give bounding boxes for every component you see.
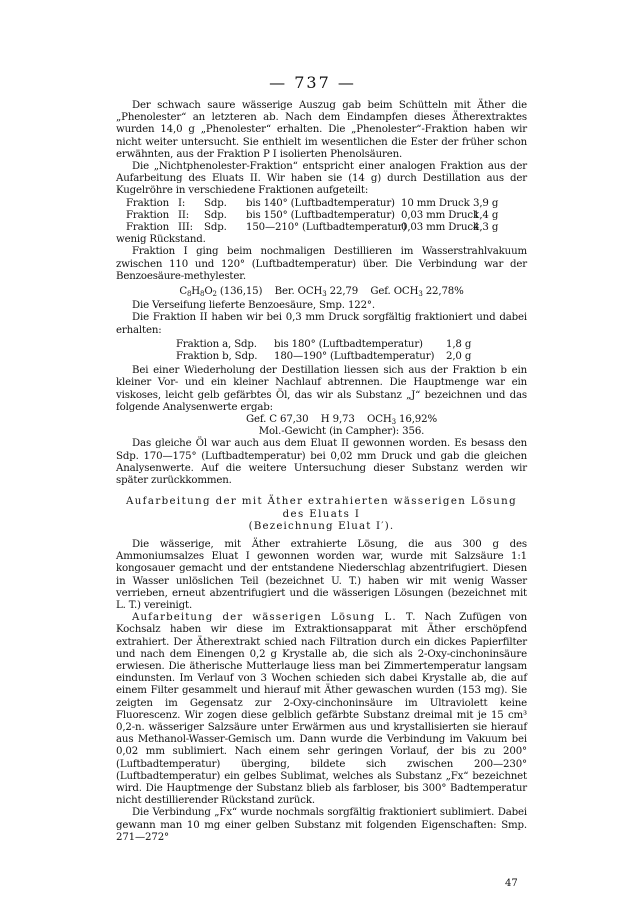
paragraph-waesserige: Die wässerige, mit Äther extrahierte Lösung, die aus 300 g des Ammoniumsalzes Eluat I gewonnen worden war, wurde mit Salzsäure 1:1 kongosauer gemacht und der entstandene Niederschlag abzentrifugiert. Diesen in Wasser unlöslichen Teil (bezeichnet U. T.) haben wir mit wenig Wasser verrieben, erneut abzentrifugiert und die wässerigen Lösungen (bezeichnet mit L. T.) vereinigt.	[116, 538, 527, 611]
subfraction-range: 180—190° (Luftbadtemperatur)	[274, 351, 435, 363]
paragraph-aufarbeitung-lt	[116, 612, 527, 807]
fraction-name: Fraktion	[126, 209, 170, 221]
fraction-row	[116, 222, 527, 234]
page-number: — 737 —	[269, 73, 356, 92]
subfraction-label: Fraktion b, Sdp.	[176, 351, 258, 363]
analysis-line	[116, 414, 527, 426]
formula-c: C	[179, 286, 187, 298]
fraction-table	[116, 198, 527, 235]
paragraph-run-in-heading: Aufarbeitung der wässerigen Lösung L. T.	[132, 612, 417, 624]
paragraph-verseifung: Die Verseifung lieferte Benzoesäure, Smp. 122°.	[132, 300, 375, 312]
fraction-row	[116, 210, 527, 222]
paragraph-nichtphenolester: Die „Nichtphenolester-Fraktion“ entspricht einer analogen Fraktion aus der Aufarbeitung des Eluats II. Wir haben sie (14 g) durch Destillation aus der Kugelröhre in verschiedene Fraktionen aufgeteilt:	[116, 161, 527, 197]
molweight-line: Mol.-Gewicht (in Campher): 356.	[258, 426, 425, 438]
paragraph-fraktion-1: Fraktion I ging beim nochmaligen Destillieren im Wasserstrahlvakuum zwischen 110 und 120° (Luftbadtemperatur) über. Die Verbindung war der Benzoesäure-methylester.	[116, 246, 527, 282]
fraction-range: bis 150° (Luftbadtemperatur)	[246, 209, 395, 221]
fraction-mass: 3,9 g	[473, 197, 499, 209]
formula-o-sub: 2	[212, 290, 217, 299]
subfraction-mass: 1,8 g	[446, 338, 472, 350]
formula-sub-2: 3	[418, 290, 423, 299]
subfraction-row	[176, 351, 527, 363]
subfraction-range: bis 180° (Luftbadtemperatur)	[274, 338, 423, 350]
subfraction-mass: 2,0 g	[446, 351, 472, 363]
fraction-sdp: Sdp.	[204, 197, 227, 209]
formula-h: H	[191, 286, 201, 298]
fraction-num: I:	[178, 197, 186, 209]
analysis-end: 16,92%	[395, 414, 437, 426]
paragraph-fx: Die Verbindung „Fx“ wurde nochmals sorgfältig fraktioniert sublimiert. Dabei gewann man 10 mg einer gelben Substanz mit folgenden Eigenschaften: Smp. 271—272°	[116, 807, 527, 843]
formula-h-sub: 8	[200, 290, 205, 299]
subfraction-row	[176, 339, 527, 351]
fraction-row	[116, 198, 527, 210]
paragraph-fraktion-2: Die Fraktion II haben wir bei 0,3 mm Druck sorgfältig fraktioniert und dabei erhalten:	[116, 312, 527, 336]
paragraph-phenolester: Der schwach saure wässerige Auszug gab beim Schütteln mit Äther die „Phenolester“ an letzteren ab. Nach dem Eindampfen dieses Ätherextraktes wurden 14,0 g „Phenolester“ erhalten. Die „Phenolester“-Fraktion haben wir nicht weiter untersucht. Sie enthielt im wesentlichen die Ester der früher schon erwähnten, aus der Fraktion P I isolierten Phenolsäuren.	[116, 100, 527, 160]
fraction-sdp: Sdp.	[204, 222, 227, 234]
section-subheading: (Bezeichnung Eluat I′).	[248, 520, 395, 532]
paragraph-wiederholung: Bei einer Wiederholung der Destillation liessen sich aus der Fraktion b ein kleiner Vor- und ein kleiner Nachlauf abtrennen. Die Hauptmenge war ein viskoses, leicht gelb gefärbtes Öl, das wir als Substanz „J“ bezeichnen und das folgende Analysenwerte ergab:	[116, 365, 527, 413]
fraction-range: 150—210° (Luftbadtemperatur)	[246, 222, 407, 234]
fraction-sdp: Sdp.	[204, 209, 227, 221]
fraction-range: bis 140° (Luftbadtemperatur)	[246, 197, 395, 209]
paragraph-eluat-2: Das gleiche Öl war auch aus dem Eluat II gewonnen worden. Es besass den Sdp. 170—175° (Luftbadtemperatur) bei 0,02 mm Druck und gab die gleichen Analysenwerte. Auf die weitere Untersuchung dieser Substanz werden wir später zurückkommen.	[116, 438, 527, 487]
fraction-num: III:	[178, 222, 193, 234]
formula-o: O	[204, 286, 213, 298]
fraction-mass: 4,3 g	[473, 222, 499, 234]
residue-line: wenig Rückstand.	[116, 234, 206, 246]
subfraction-label: Fraktion a, Sdp.	[176, 338, 257, 350]
analysis-values: Gef. C 67,30 H 9,73 OCH	[245, 414, 392, 426]
paragraph-aufarbeitung-text: Nach Zufügen von Kochsalz haben wir diese im Extraktionsapparat mit Äther erschöpfend extrahiert. Der Ätherextrakt schied nach Filtration durch ein dickes Papierfilter und nach dem Einengen 0,2 g Krystalle ab, die sich als 2-Oxy-cinchoninsäure erwiesen. Die ätherische Mutterlauge liess man bei Zimmertemperatur langsam eindunsten. Im Verlauf von 3 Wochen schieden sich dabei Krystalle ab, die auf einem Filter gesammelt und hierauf mit Äther gewaschen wurden (153 mg). Sie zeigten im Gegensatz zur 2-Oxy-cinchoninsäure im Ultraviolett keine Fluorescenz. Wir zogen diese gelblich gefärbte Substanz dreimal mit je 15 cm³ 0,2-n. wässeriger Salzsäure unter Erwärmen aus und krystallisierten sie hierauf aus Methanol-Wasser-Gemisch um. Dann wurde die Verbindung im Vakuum bei 0,02 mm sublimiert. Nach einem sehr geringen Vorlauf, der bis zu 200° (Luftbadtemperatur) überging, bildete sich zwischen 200—230° (Luftbadtemperatur) ein gelbes Sublimat, welches als Substanz „Fx“ bezeichnet wird. Die Hauptmenge der Substanz blieb als farbloser, bis 300° Badtemperatur nicht destillierender Rückstand zurück.	[116, 612, 528, 807]
analysis-sub: 3	[391, 418, 396, 427]
section-heading: Aufarbeitung der mit Äther extrahierten wässerigen Lösung des Eluats I	[125, 496, 518, 520]
formula-c-sub: 8	[186, 290, 192, 299]
formula-line	[116, 286, 527, 298]
fraction-pressure: 0,03 mm Druck	[401, 222, 480, 234]
fraction-pressure: 10 mm Druck	[401, 197, 470, 209]
formula-sub-1: 3	[322, 290, 327, 299]
fraction-mass: 1,4 g	[473, 209, 499, 221]
body-text	[116, 100, 527, 844]
formula-rest: (136,15) Ber. OCH	[216, 286, 323, 298]
fraction-name: Fraktion	[126, 197, 170, 209]
fraction-name: Fraktion	[126, 222, 170, 234]
formula-mid: 22,79 Gef. OCH	[326, 286, 419, 298]
subfraction-table	[116, 339, 527, 363]
fraction-num: II:	[178, 209, 190, 221]
formula-end: 22,78%	[422, 286, 464, 298]
fraction-pressure: 0,03 mm Druck	[401, 209, 480, 221]
page-footer-number: 47	[505, 878, 518, 889]
